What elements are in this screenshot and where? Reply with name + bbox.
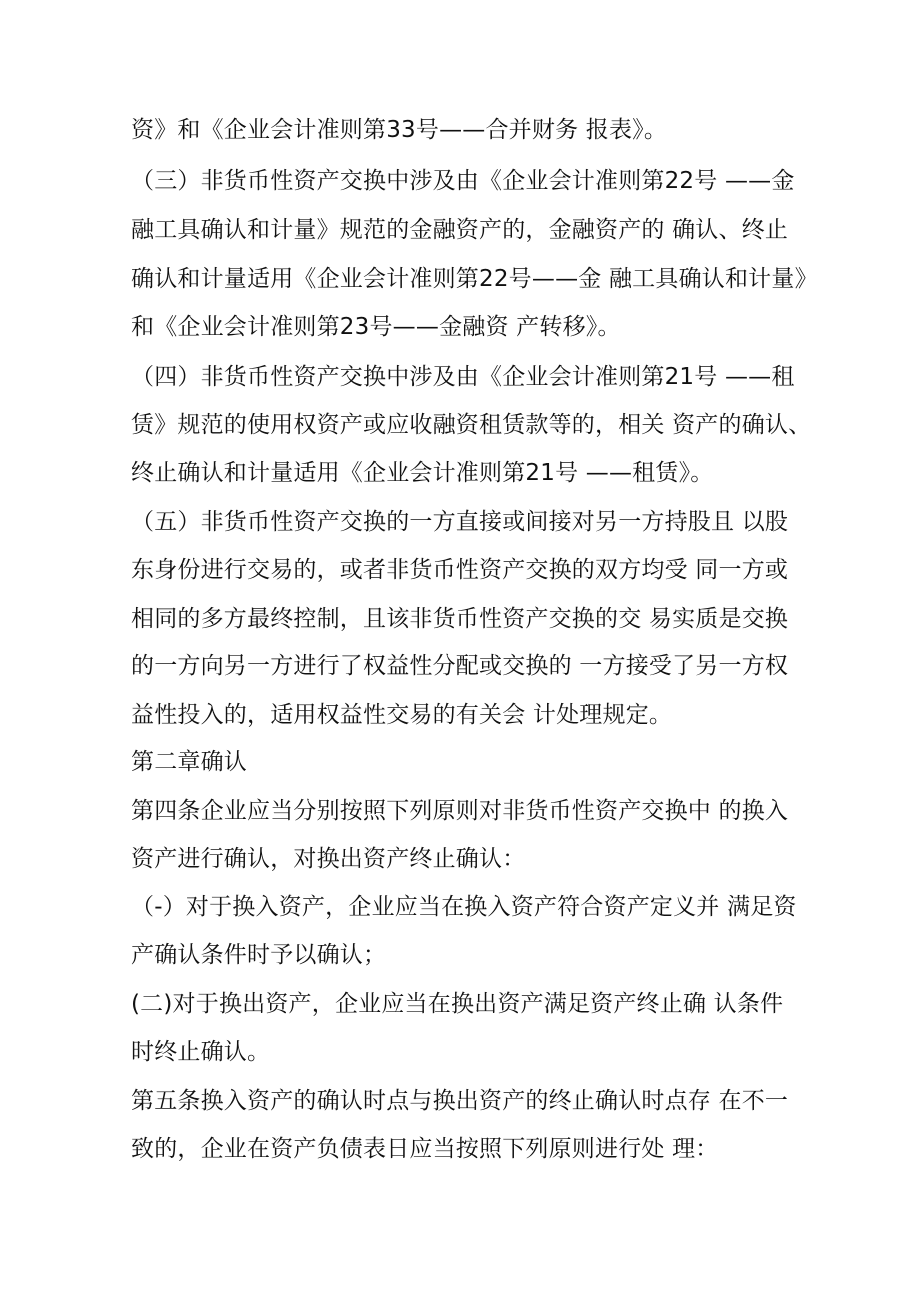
text-line: 益性投入的，适用权益性交易的有关会 计处理规定。 bbox=[131, 702, 673, 728]
text-line: （四）非货币性资产交换中涉及由《企业会计准则第21号 ——租 bbox=[131, 364, 795, 390]
text-line: 资》和《企业会计准则第33号——合并财务 报表》。 bbox=[131, 117, 668, 143]
text-line: 赁》规范的使用权资产或应收融资租赁款等的，相关 资产的确认、 bbox=[131, 412, 812, 438]
text-line: （三）非货币性资产交换中涉及由《企业会计准则第22号 ——金 bbox=[131, 168, 795, 194]
text-line: 的一方向另一方进行了权益性分配或交换的 一方接受了另一方权 bbox=[131, 653, 789, 679]
text-line: 时终止确认。 bbox=[131, 1039, 271, 1065]
text-line: 第五条换入资产的确认时点与换出资产的终止确认时点存 在不一 bbox=[131, 1088, 789, 1114]
text-line: 和《企业会计准则第23号——金融资 产转移》。 bbox=[131, 314, 621, 340]
text-line: (二)对于换出资产，企业应当在换出资产满足资产终止确 认条件 bbox=[131, 991, 784, 1017]
text-line: 终止确认和计量适用《企业会计准则第21号 ——租赁》。 bbox=[131, 460, 714, 486]
text-line: 第四条企业应当分别按照下列原则对非货币性资产交换中 的换入 bbox=[131, 798, 789, 824]
text-line: 东身份进行交易的，或者非货币性资产交换的双方均受 同一方或 bbox=[131, 557, 789, 583]
chapter-heading: 第二章确认 bbox=[131, 749, 247, 775]
text-line: 资产进行确认，对换出资产终止确认： bbox=[131, 846, 526, 872]
text-line: 相同的多方最终控制，且该非货币性资产交换的交 易实质是交换 bbox=[131, 606, 789, 632]
text-line: 融工具确认和计量》规范的金融资产的，金融资产的 确认、终止 bbox=[131, 217, 789, 243]
text-line: （-）对于换入资产，企业应当在换入资产符合资产定义并 满足资 bbox=[131, 894, 797, 920]
text-line: 产确认条件时予以确认； bbox=[131, 942, 387, 968]
text-line: 确认和计量适用《企业会计准则第22号——金 融工具确认和计量》 bbox=[131, 266, 818, 292]
text-line: 致的，企业在资产负债表日应当按照下列原则进行处 理： bbox=[131, 1136, 719, 1162]
text-line: （五）非货币性资产交换的一方直接或间接对另一方持股且 以股 bbox=[131, 509, 789, 535]
